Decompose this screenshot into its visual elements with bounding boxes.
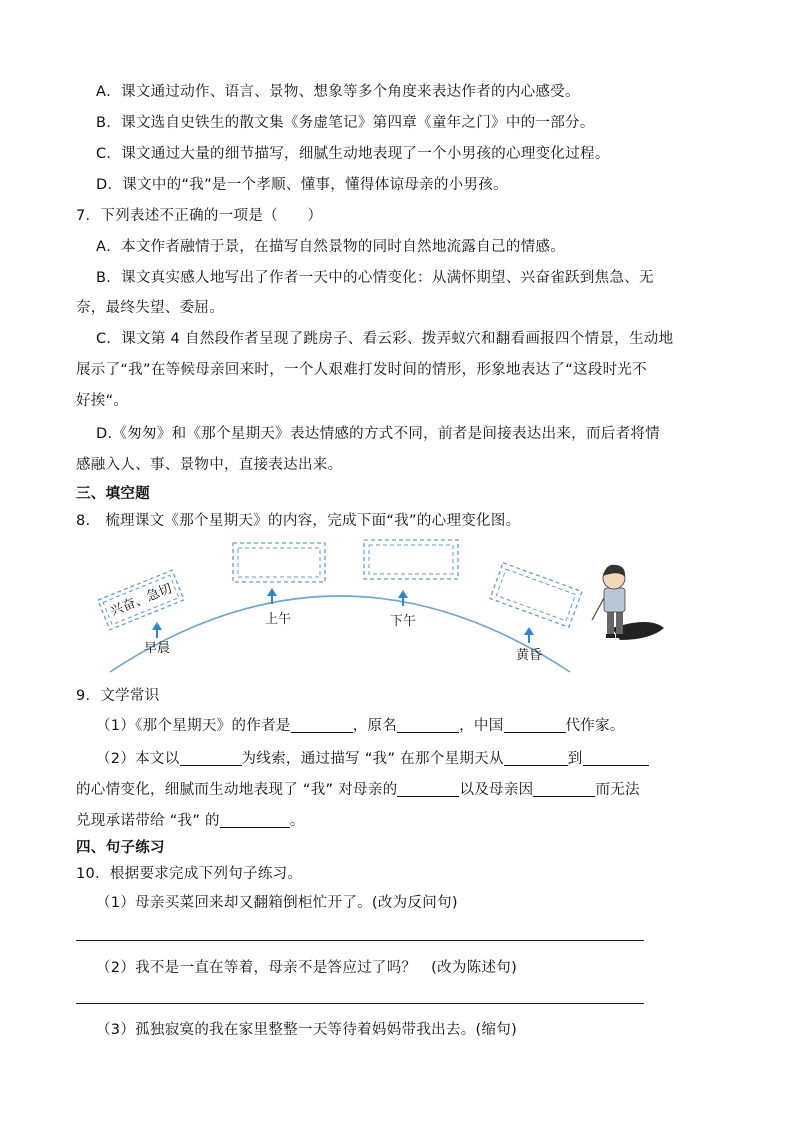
blank-result[interactable]	[220, 811, 290, 828]
q7-stem: 7．下列表述不正确的一项是（ ）	[76, 208, 323, 224]
q6-option-a: A．课文通过动作、语言、景物、想象等多个角度来表达作者的内心感受。	[96, 84, 580, 100]
answer-box-first-text: 兴奋、急切	[108, 581, 175, 620]
q9-part2-text-b: 为线索，通过描写 “我” 在那个星期天从	[241, 751, 504, 767]
q7-option-c-line2: 展示了“我”在等候母亲回来时，一个人艰难打发时间的情形，形象地表达了“这段时光不	[76, 362, 648, 378]
q10-sentence-2: （2）我不是一直在等着，母亲不是答应过了吗？ (改为陈述句)	[96, 960, 518, 976]
q9-part1-text-b: ，原名	[352, 718, 398, 734]
q9-part2-text-f: 而无法	[595, 782, 640, 798]
q9-part1-text-c: ，中国	[459, 718, 504, 734]
q6-option-c: C．课文通过大量的细节描写，细腻生动地表现了一个小男孩的心理变化过程。	[96, 146, 610, 162]
label-afternoon: 下午	[389, 614, 417, 629]
label-dusk: 黄昏	[515, 648, 543, 663]
q8-stem: 8. 梳理课文《那个星期天》的内容，完成下面“我”的心理变化图。	[76, 513, 521, 529]
q9-part2-text-g: 兑现承诺带给 “我” 的	[76, 813, 220, 829]
label-forenoon: 上午	[264, 612, 292, 627]
section-3-title: 三、填空题	[76, 486, 150, 502]
q7-option-d-line1: D.《匆匆》和《那个星期天》表达情感的方式不同，前者是间接表达出来，而后者将情	[96, 426, 660, 442]
q7-option-c-line3: 好挨“。	[76, 393, 129, 409]
q9-part1-text-d: 代作家。	[565, 718, 625, 734]
answer-box-evening[interactable]	[490, 563, 582, 627]
q7-option-a: A．本文作者融情于景，在描写自然景物的同时自然地流露自己的情感。	[96, 239, 566, 255]
q9-part1	[96, 716, 625, 736]
q7-option-b-line2: 奈，最终失望、委屈。	[76, 300, 224, 316]
q6-option-b: B．课文选自史铁生的散文集《务虚笔记》第四章《童年之门》中的一部分。	[96, 115, 595, 131]
q7-option-d-line2: 感融入人、事、景物中，直接表达出来。	[76, 457, 343, 473]
q9-part2-line2	[76, 780, 640, 800]
q9-part2-text-e: 以及母亲因	[459, 782, 534, 798]
q9-part2-line1	[96, 749, 649, 769]
q9-part2-line3	[76, 811, 305, 831]
q6-option-d: D．课文中的“我”是一个孝顺、懂事，懂得体谅母亲的小男孩。	[96, 177, 508, 193]
blank-author[interactable]	[291, 716, 353, 733]
answer-box-morning-to-noon[interactable]	[233, 543, 325, 582]
q7-option-b-line1: B．课文真实感人地写出了作者一天中的心情变化：从满怀期望、兴奋雀跃到焦急、无	[96, 270, 654, 286]
blank-reason[interactable]	[533, 780, 595, 797]
blank-mood-to[interactable]	[583, 749, 649, 766]
blank-mood-from[interactable]	[504, 749, 568, 766]
q9-title: 9．文学常识	[76, 688, 160, 704]
answer-line-1[interactable]	[76, 940, 644, 941]
q9-part2-text-c: 到	[567, 751, 583, 767]
section-4-title: 四、句子练习	[76, 840, 165, 856]
q9-part2-text-d: 的心情变化，细腻而生动地表现了 “我” 对母亲的	[76, 782, 398, 798]
q7-option-c-line1: C．课文第 4 自然段作者呈现了跳房子、看云彩、拨弄蚁穴和翻看画报四个情景，生动地	[96, 331, 674, 347]
label-morning: 早晨	[143, 641, 171, 656]
answer-box-first	[98, 570, 184, 630]
q10-stem: 10．根据要求完成下列句子练习。	[76, 866, 303, 882]
answer-line-2[interactable]	[76, 1003, 644, 1004]
blank-original-name[interactable]	[397, 716, 459, 733]
q10-sentence-1: （1）母亲买菜回来却又翻箱倒柜忙开了。(改为反问句)	[96, 895, 458, 911]
q10-sentence-3: （3）孤独寂寞的我在家里整整一天等待着妈妈带我出去。(缩句)	[96, 1022, 518, 1038]
q9-part1-text-a: （1）《那个星期天》的作者是	[96, 718, 291, 734]
blank-era[interactable]	[504, 716, 566, 733]
answer-box-afternoon[interactable]	[364, 540, 458, 579]
q9-part2-text-a: （2）本文以	[96, 751, 180, 767]
boy-illustration-icon	[592, 565, 664, 640]
q9-part2-text-h: 。	[289, 813, 305, 829]
blank-feeling-to-mother[interactable]	[397, 780, 459, 797]
blank-clue[interactable]	[180, 749, 242, 766]
timeline-arc	[110, 596, 570, 672]
